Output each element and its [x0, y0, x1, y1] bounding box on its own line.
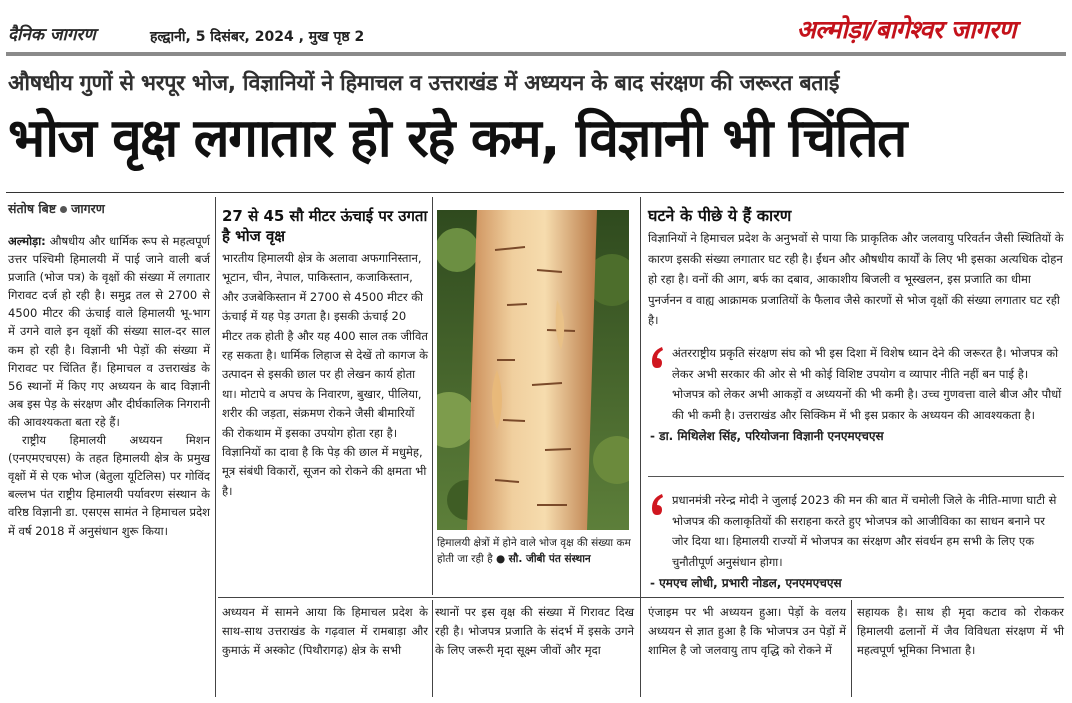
birch-bark-image: [437, 210, 629, 530]
quote-attribution: - एमएच लोधी, प्रभारी नोडल, एनएमएचएस: [650, 576, 842, 590]
column-divider: [432, 197, 433, 595]
subheading: घटने के पीछे ये हैं कारण: [648, 206, 792, 225]
quote-divider: [648, 476, 1064, 477]
masthead: [0, 0, 1072, 56]
column-divider: [851, 600, 852, 697]
article-paragraph: विज्ञानियों ने हिमाचल प्रदेश के अनुभवों से पाया कि प्राकृतिक और जलवायु परिवर्तन जैसी स्थितियों के कारण इसकी संख्या लगातार घट रही है। ईंधन और औषधीय कार्यों के लिए भी इसका अत्यधिक दोहन हो रहा है। वनों की आग, बर्फ का दबाव, आकाशीय बिजली व भूस्खलन, इस प्रजाति का धीमा पुनर्जनन व वाह्य आक्रामक प्रजातियों के फैलाव जैसे कारणों से भोज वृक्षों की संख्या लगातार घट रही है।: [648, 231, 1064, 327]
section-rule: [6, 192, 1064, 193]
column-divider: [640, 197, 641, 697]
quote-mark-icon: [648, 343, 678, 373]
column-divider: [432, 600, 433, 697]
article-paragraph: राष्ट्रीय हिमालयी अध्ययन मिशन (एनएमएचएस) के तहत हिमालयी क्षेत्र के प्रमुख वृक्षों में से एक भोज (बेतुला यूटिलिस) पर गोविंद बल्लभ पंत राष्ट्रीय हिमालयी पर्यावरण संस्थान के वरिष्ठ विज्ञानी डा. एसएस सामंत ने हिमाचल प्रदेश में वर्ष 2018 में अनुसंधान शुरू किया।: [8, 433, 210, 538]
kicker: औषधीय गुणों से भरपूर भोज, विज्ञानियों ने हिमाचल व उत्तराखंड में अध्ययन के बाद संरक्षण की जरूरत बताई: [8, 71, 840, 96]
byline-author: संतोष बिष्ट: [8, 201, 57, 216]
continuation-column: अध्ययन में सामने आया कि हिमाचल प्रदेश के साथ-साथ उत्तराखंड के गढ़वाल में रामबाड़ा और कुमाऊं में अस्कोट (पिथौरागढ़) क्षेत्र के सभी: [222, 605, 428, 657]
continuation-column: सहायक है। साथ ही मृदा कटाव को रोककर हिमालयी ढलानों में जैव विविधता संरक्षण में भी महत्वपूर्ण भूमिका निभाता है।: [857, 605, 1064, 657]
quote-text: प्रधानमंत्री नरेन्द्र मोदी ने जुलाई 2023 की मन की बात में चमोली जिले के नीति-माणा घाटी से भोजपत्र की कलाकृतियों की सराहना करते हुए भोजपत्र को आजीविका का साधन बनाने पर जोर दिया था। हिमालयी राज्यों में भोजपत्र का संरक्षण और संवर्धन हम सभी के लिए एक चुनौतीपूर्ण अनुसंधान होगा।: [672, 493, 1057, 569]
dateline-lead: अल्मोड़ा:: [8, 234, 46, 248]
bullet-icon: [60, 206, 67, 213]
quote-box: [648, 490, 1064, 591]
birch-tree-photo: [437, 210, 629, 530]
date-line: हल्द्वानी, 5 दिसंबर, 2024 , मुख पृष्ठ 2: [150, 29, 365, 45]
headline: भोज वृक्ष लगातार हो रहे कम, विज्ञानी भी चिंतित: [8, 108, 906, 169]
caption-text: हिमालयी क्षेत्रों में होने वाले भोज वृक्ष की संख्या कम होती जा रही है: [437, 537, 631, 565]
article-column-2: [222, 206, 428, 501]
subheading: 27 से 45 सौ मीटर ऊंचाई पर उगता है भोज वृक्ष: [222, 207, 428, 245]
quote-text: अंतरराष्ट्रीय प्रकृति संरक्षण संघ को भी इस दिशा में विशेष ध्यान देने की जरूरत है। भोजपत्र को लेकर अभी सरकार की ओर से भी कोई विशिष्ट उपयोग व व्यापार नीति नहीं बन पाई है। भोजपत्र को लेकर अभी आकड़ों व अध्ययनों की भी कमी है। उच्च गुणवत्ता वाले बीज और पौधों की भी कमी है। उत्तराखंड और सिक्किम में भी इस प्रकार के अध्ययन की आवश्यकता है।: [672, 346, 1062, 422]
quote-box: [648, 343, 1064, 444]
masthead-rule: [6, 52, 1066, 56]
article-paragraph: [8, 232, 210, 431]
byline: [8, 200, 105, 217]
column-divider: [215, 197, 216, 697]
article-column-1: [8, 232, 210, 540]
photo-credit: सौ. जीबी पंत संस्थान: [508, 553, 591, 565]
edition-title: अल्मोड़ा/बागेश्वर जागरण: [796, 15, 1016, 44]
quote-attribution: - डा. मिथिलेश सिंह, परियोजना विज्ञानी एनएमएचएस: [650, 429, 884, 443]
paragraph-text: औषधीय और धार्मिक रूप से महत्वपूर्ण उत्तर पश्चिमी हिमालयी में पाई जाने वाली बर्ज प्रजाति (भोज पत्र) के वृक्षों की संख्या में लगातार गिरावट दर्ज हो रही है। समुद्र तल से 2700 से 4500 मीटर की ऊंचाई वाले हिमालयी भू-भाग में उगने वाले इन वृक्षों की संख्या साल-दर साल कम हो रही है। विज्ञानी भी पेड़ों की संख्या में गिरावट पर चिंतित हैं। हिमाचल व उत्तराखंड के 56 स्थानों में किए गए अध्ययन के बाद विज्ञानी अब इस पेड़ के संरक्षण और दीर्घकालिक निगरानी की आवश्यकता बता रहे हैं।: [8, 234, 211, 429]
bottom-rule: [218, 597, 1064, 598]
quote-mark-icon: [648, 490, 678, 520]
article-column-4: [648, 206, 1064, 331]
article-paragraph: भारतीय हिमालयी क्षेत्र के अलावा अफगानिस्तान, भूटान, चीन, नेपाल, पाकिस्तान, कजाकिस्तान, और उजबेकिस्तान में 2700 से 4500 मीटर की ऊंचाई में यह पेड़ उगता है। इसकी ऊंचाई 20 मीटर तक होती है और यह 400 साल तक जीवित रह सकता है। धार्मिक लिहाज से देखें तो कागज के उत्पादन से इसकी छाल पर ही लेखन कार्य होता था। मोटापे व अपच के निवारण, बुखार, पीलिया, शरीर की जड़ता, संक्रमण रोकने जैसी बीमारियों की रोकथाम में इसका उपयोग होता रहा है। विज्ञानियों का दावा है कि पेड़ की छाल में मधुमेह, मूत्र संबंधी विकारों, सूजन को रोकने की क्षमता भी है।: [222, 251, 428, 498]
paper-name: दैनिक जागरण: [8, 25, 96, 45]
photo-caption: हिमालयी क्षेत्रों में होने वाले भोज वृक्ष की संख्या कम होती जा रही है ● सौ. जीबी पंत संस्थान: [437, 537, 631, 565]
continuation-column: एंजाइम पर भी अध्ययन हुआ। पेड़ों के वलय अध्ययन से ज्ञात हुआ है कि भोजपत्र उन पेड़ों में शामिल है जो जलवायु ताप वृद्धि को रोकने में: [648, 605, 846, 657]
continuation-column: स्थानों पर इस वृक्ष की संख्या में गिरावट दिख रही है। भोजपत्र प्रजाति के संदर्भ में इसके उगने के लिए जरूरी मृदा सूक्ष्म जीवों और मृदा: [435, 605, 634, 657]
byline-agency: जागरण: [71, 201, 105, 216]
